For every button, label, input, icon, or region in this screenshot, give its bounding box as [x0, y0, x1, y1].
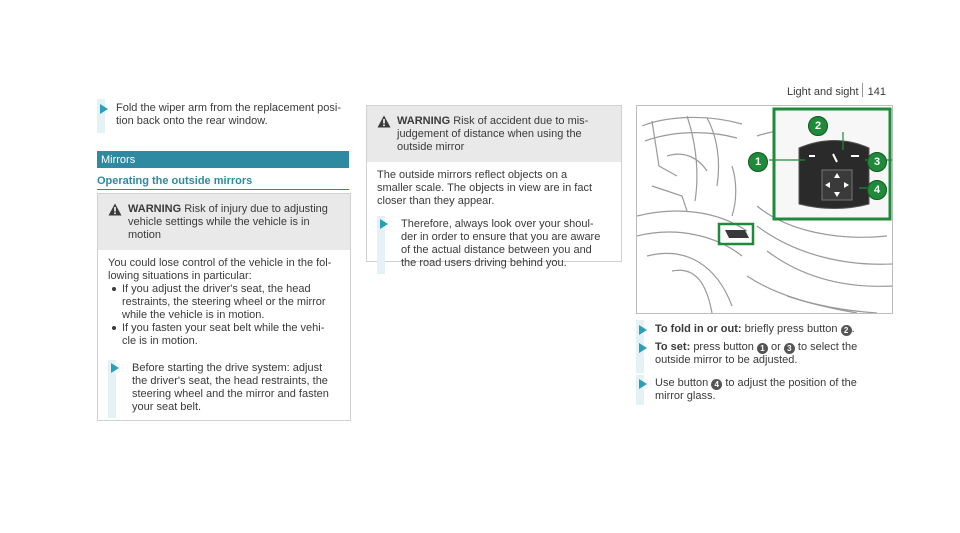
- step-line: steering wheel and the mirror and fasten: [132, 388, 329, 400]
- warning-text: You could lose control of the vehicle in the fol-: [108, 257, 332, 269]
- step-label: To set:: [655, 341, 691, 353]
- warning-triangle-icon: [377, 115, 391, 128]
- button-number: 4: [711, 379, 722, 390]
- step-text: .: [851, 323, 855, 335]
- bullet-line: restraints, the steering wheel or the mirror: [122, 296, 326, 308]
- step-text: press button: [693, 341, 754, 353]
- callout-3: 3: [867, 152, 887, 172]
- step-line: the road users driving behind you.: [401, 257, 567, 269]
- step-arrow-icon: [380, 219, 388, 229]
- warning-body: [367, 162, 621, 278]
- running-header: [787, 86, 886, 98]
- step-arrow-icon: [639, 379, 647, 389]
- header-section: Light and sight: [787, 86, 859, 98]
- step-line: your seat belt.: [132, 401, 202, 413]
- step-text: to adjust the position of the: [725, 377, 857, 389]
- step-text: mirror glass.: [655, 390, 716, 402]
- step-text: or: [770, 341, 781, 353]
- door-panel-drawing: [637, 106, 892, 313]
- step-arrow-icon: [639, 343, 647, 353]
- button-number: 2: [841, 325, 852, 336]
- bullet-item: [108, 283, 340, 322]
- warning-box-accident: [366, 105, 622, 269]
- step-text: briefly press button: [744, 323, 838, 335]
- step-text: Use button: [655, 377, 709, 389]
- fold-step: [655, 323, 855, 336]
- bullet-line: while the vehicle is in motion.: [122, 309, 265, 321]
- callout-4: 4: [867, 180, 887, 200]
- warning-title: Risk of injury due to adjusting: [184, 203, 328, 215]
- wiper-step-line: Fold the wiper arm from the replacement posi-: [116, 102, 341, 114]
- button-number: 1: [757, 343, 768, 354]
- warning-step: [108, 362, 340, 414]
- warning-title: judgement of distance when using the: [397, 128, 582, 140]
- bullet-line: cle is in motion.: [122, 335, 198, 347]
- step-line: der in order to ensure that you are aware: [401, 231, 601, 243]
- warning-text: lowing situations in particular:: [108, 270, 252, 282]
- header-divider: [862, 83, 863, 97]
- callout-2: 2: [808, 116, 828, 136]
- warning-text: smaller scale. The objects in view are in fact: [377, 182, 592, 194]
- step-line: of the actual distance between you and: [401, 244, 592, 256]
- set-step: [655, 341, 857, 367]
- button-number: 3: [784, 343, 795, 354]
- step-arrow-icon: [111, 363, 119, 373]
- bullet-item: [108, 322, 340, 348]
- warning-triangle-icon: [108, 203, 122, 216]
- warning-title: outside mirror: [397, 141, 465, 153]
- step-arrow-icon: [639, 325, 647, 335]
- bullet-line: If you fasten your seat belt while the vehi-: [122, 322, 325, 334]
- step-text: to select the: [797, 341, 858, 353]
- step-label: To fold in or out:: [655, 323, 742, 335]
- warning-header: [367, 106, 621, 162]
- wiper-step: [116, 102, 341, 128]
- warning-text: closer than they appear.: [377, 195, 495, 207]
- warning-title: vehicle settings while the vehicle is in: [128, 216, 310, 228]
- warning-title: motion: [128, 229, 162, 241]
- step-text: outside mirror to be adjusted.: [655, 354, 798, 366]
- warning-body: [98, 250, 350, 422]
- warning-header: [98, 194, 350, 250]
- mirror-control-illustration: [636, 105, 893, 314]
- warning-label: WARNING: [128, 203, 182, 215]
- wiper-step-line: tion back onto the rear window.: [116, 115, 268, 127]
- subsection-title: Operating the outside mirrors: [97, 175, 253, 187]
- warning-step: [377, 218, 611, 270]
- bullet-line: If you adjust the driver's seat, the head: [122, 283, 311, 295]
- warning-box-injury: [97, 193, 351, 421]
- step-arrow-icon: [100, 104, 108, 114]
- warning-label: WARNING: [397, 115, 451, 127]
- section-title: Mirrors: [101, 154, 136, 166]
- adjust-step: [655, 377, 857, 403]
- callout-1: 1: [748, 152, 768, 172]
- subsection-rule: [97, 189, 349, 190]
- warning-text: The outside mirrors reflect objects on a: [377, 169, 568, 181]
- step-line: Therefore, always look over your shoul-: [401, 218, 594, 230]
- page-number: 141: [867, 86, 886, 98]
- step-line: Before starting the drive system: adjust: [132, 362, 323, 374]
- warning-title: Risk of accident due to mis-: [453, 115, 589, 127]
- step-line: the driver's seat, the head restraints, the: [132, 375, 328, 387]
